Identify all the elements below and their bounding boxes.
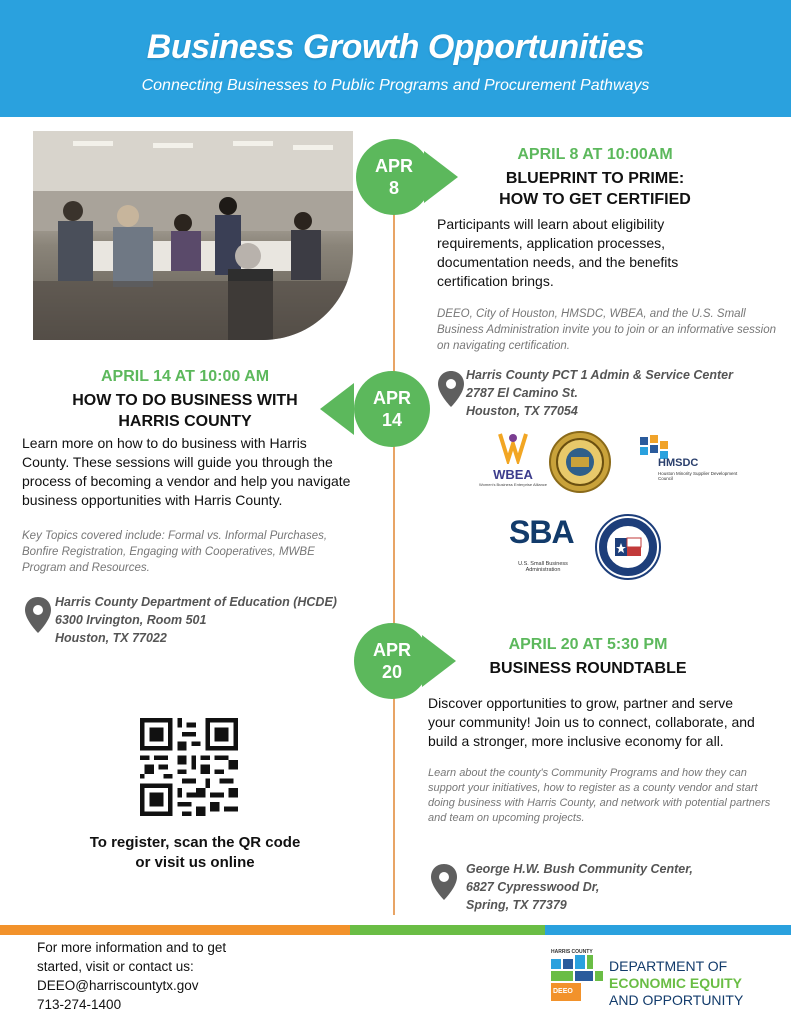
purchasing-agent-logo xyxy=(595,514,661,580)
location-pin-icon xyxy=(430,863,458,901)
location-text: Harris County Department of Education (HCDE) 6300 Irvington, Room 501 Houston, TX 77022 xyxy=(55,595,337,645)
contact-email[interactable]: DEEO@harriscountytx.gov xyxy=(37,978,199,993)
event-title: BLUEPRINT TO PRIME: HOW TO GET CERTIFIED xyxy=(499,170,691,208)
wbea-mark-icon xyxy=(478,430,548,464)
event-description: Participants will learn about eligibility requirements, application processes, documentation needs, and the benefits certification brings. xyxy=(437,216,679,289)
badge-month: APR xyxy=(372,388,411,408)
location-block xyxy=(437,370,465,413)
event-description: Discover opportunities to grow, partner and serve your community! Join us to connect, collaborate, and build a stronger, more inclusive economy for all. xyxy=(428,695,755,749)
contact-info: For more information and to get started, visit or contact us: DEEO@harriscountytx.gov 713-274-1400 xyxy=(37,940,227,1012)
city-seal-logo xyxy=(549,431,611,493)
register-instructions: To register, scan the QR code or visit us online xyxy=(89,834,301,871)
event-title: HOW TO DO BUSINESS WITH HARRIS COUNTY xyxy=(72,392,298,430)
event-date: APRIL 14 AT 10:00 AM xyxy=(100,368,270,385)
badge-day: 14 xyxy=(381,410,403,430)
location-text: George H.W. Bush Community Center, 6827 Cypresswood Dr, Spring, TX 77379 xyxy=(466,862,693,912)
badge-arrow xyxy=(320,383,354,435)
wbea-logo: WBEA Women's Business Enterprise Alliance xyxy=(478,430,548,490)
badge-day: 8 xyxy=(388,178,399,198)
footer-bar-blue xyxy=(545,925,791,935)
page-subtitle: Connecting Businesses to Public Programs and Procurement Pathways xyxy=(141,77,650,94)
location-text: Harris County PCT 1 Admin & Service Center 2787 El Camino St. Houston, TX 77054 xyxy=(466,368,733,418)
event-date: APRIL 20 AT 5:30 PM xyxy=(508,636,668,653)
event-note: Key Topics covered include: Formal vs. Informal Purchases, Bonfire Registration, Engaging with Cooperatives, MWBE Program and Resources. xyxy=(22,530,328,574)
deeo-logo: HARRIS COUNTY DEEO DEPARTMENT OF ECONOMIC EQUITY AND OPPORTUNITY xyxy=(551,949,744,1008)
deeo-bars-icon xyxy=(551,955,605,1003)
event-date: APRIL 8 AT 10:00AM xyxy=(517,146,673,163)
city-seal-icon xyxy=(551,433,609,491)
location-block xyxy=(430,863,458,906)
page-title: Business Growth Opportunities xyxy=(146,28,645,66)
timeline-line xyxy=(393,145,395,915)
registration-qr-code[interactable] xyxy=(140,718,238,816)
hmsdc-logo: HMSDC Houston Minority Supplier Development Council xyxy=(636,433,731,488)
sba-logo: SBA U.S. Small Business Administration xyxy=(509,514,574,573)
badge-month: APR xyxy=(372,640,411,660)
location-pin-icon xyxy=(24,596,52,634)
event-note: Learn about the county's Community Programs and how they can support your initiatives, how to register as a county vendor and start doing business with Harris County, and network with potential partners and team on upcoming projects. xyxy=(428,767,771,824)
badge-arrow xyxy=(424,151,458,203)
purchasing-agent-seal-icon xyxy=(597,516,659,578)
event-note: DEEO, City of Houston, HMSDC, WBEA, and the U.S. Small Business Administration invite you to join or an informative session on navigating certification. xyxy=(437,308,776,352)
badge-month: APR xyxy=(374,156,413,176)
event-title: BUSINESS ROUNDTABLE xyxy=(489,660,687,677)
event-description: Learn more on how to do business with Harris County. These sessions will guide you through the process of becoming a vendor and help you navigate business opportunities with Harris County. xyxy=(22,435,351,508)
location-pin-icon xyxy=(437,370,465,408)
footer-bar-green xyxy=(350,925,545,935)
footer-bar-orange xyxy=(0,925,350,935)
event-photo xyxy=(33,131,353,340)
conference-room-image xyxy=(33,131,353,340)
contact-phone[interactable]: 713-274-1400 xyxy=(37,997,122,1012)
location-block xyxy=(24,596,52,639)
badge-day: 20 xyxy=(381,662,403,682)
